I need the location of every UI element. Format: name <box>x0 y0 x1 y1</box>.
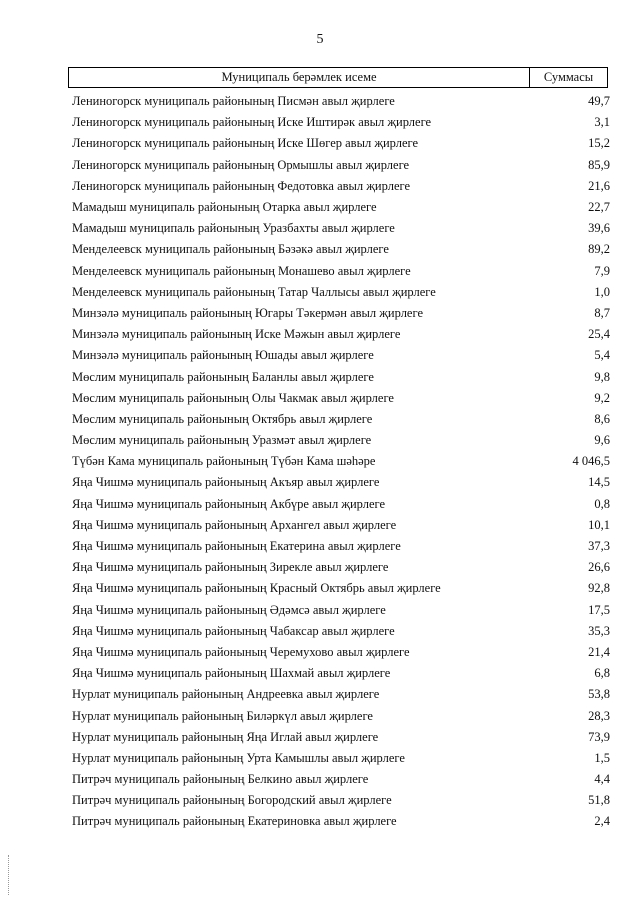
table-row <box>72 176 610 197</box>
sum-value: 85,9 <box>588 157 610 172</box>
sum-value: 9,8 <box>594 369 610 384</box>
municipality-name: Яңа Чишмә муниципаль районының Акбүре авыл җирлеге <box>72 496 386 511</box>
sum-value: 1,0 <box>594 284 610 299</box>
table-row <box>72 684 610 705</box>
sum-value: 49,7 <box>588 94 610 109</box>
margin-mark <box>8 855 11 895</box>
table-row <box>72 557 610 578</box>
table-row <box>72 282 610 303</box>
table-row <box>72 239 610 260</box>
municipality-name: Яңа Чишмә муниципаль районының Шахмай авыл җирлеге <box>72 666 391 681</box>
table-row <box>72 727 610 748</box>
municipality-name: Менделеевск муниципаль районының Бәзәкә авыл җирлеге <box>72 242 389 257</box>
municipality-name: Яңа Чишмә муниципаль районының Чабаксар авыл җирлеге <box>72 623 395 638</box>
sum-value: 8,6 <box>594 411 610 426</box>
municipality-name: Лениногорск муниципаль районының Ормышлы авыл җирлеге <box>72 157 410 172</box>
table-row <box>72 155 610 176</box>
sum-value: 89,2 <box>588 242 610 257</box>
sum-value: 39,6 <box>588 221 610 236</box>
sum-value: 6,8 <box>594 666 610 681</box>
municipality-name: Минзәлә муниципаль районының Иске Мәжын авыл җирлеге <box>72 327 401 342</box>
municipality-name: Яңа Чишмә муниципаль районының Зирекле авыл җирлеге <box>72 560 389 575</box>
table-row <box>72 303 610 324</box>
municipality-name: Яңа Чишмә муниципаль районының Әдәмсә авыл җирлеге <box>72 602 386 617</box>
table-row <box>72 324 610 345</box>
table-row <box>72 366 610 387</box>
sum-value: 9,6 <box>594 433 610 448</box>
table-row <box>72 409 610 430</box>
sum-value: 25,4 <box>588 327 610 342</box>
sum-value: 92,8 <box>588 581 610 596</box>
municipality-name: Яңа Чишмә муниципаль районының Архангел авыл җирлеге <box>72 517 397 532</box>
table-row <box>72 451 610 472</box>
sum-value: 37,3 <box>588 539 610 554</box>
sum-value: 51,8 <box>588 793 610 808</box>
municipality-name: Нурлат муниципаль районының Яңа Иглай авыл җирлеге <box>72 729 379 744</box>
sum-value: 21,6 <box>588 178 610 193</box>
sum-value: 4,4 <box>594 772 610 787</box>
municipality-name: Мөслим муниципаль районының Олы Чакмак авыл җирлеге <box>72 390 394 405</box>
table-row <box>72 218 610 239</box>
table-row <box>72 430 610 451</box>
table-row <box>72 663 610 684</box>
column-header-sum: Суммасы <box>543 70 594 84</box>
sum-value: 2,4 <box>594 814 610 829</box>
municipality-name: Яңа Чишмә муниципаль районының Акъяр авыл җирлеге <box>72 475 380 490</box>
table-row <box>72 197 610 218</box>
sum-value: 22,7 <box>588 200 610 215</box>
page-number: 5 <box>316 32 324 47</box>
municipality-name: Минзәлә муниципаль районының Югары Тәкермән авыл җирлеге <box>72 305 423 320</box>
sum-value: 14,5 <box>588 475 610 490</box>
table-row <box>72 345 610 366</box>
municipality-name: Түбән Кама муниципаль районының Түбән Кама шәһәре <box>72 454 376 469</box>
table-row <box>72 515 610 536</box>
table-row <box>72 600 610 621</box>
table-row <box>72 621 610 642</box>
sum-value: 73,9 <box>588 729 610 744</box>
table-row <box>72 91 610 112</box>
sum-value: 28,3 <box>588 708 610 723</box>
municipality-name: Минзәлә муниципаль районының Юшады авыл җирлеге <box>72 348 374 363</box>
table-row <box>72 133 610 154</box>
municipality-name: Нурлат муниципаль районының Урта Камышлы авыл җирлеге <box>72 750 405 765</box>
municipality-name: Лениногорск муниципаль районының Писмән авыл җирлеге <box>72 94 395 109</box>
sum-value: 26,6 <box>588 560 610 575</box>
column-header-name: Муниципаль берәмлек исеме <box>69 68 530 87</box>
sum-value: 10,1 <box>588 517 610 532</box>
sum-value: 53,8 <box>588 687 610 702</box>
municipality-name: Мамадыш муниципаль районының Уразбахты авыл җирлеге <box>72 221 395 236</box>
table-body <box>72 91 610 833</box>
municipality-name: Мөслим муниципаль районының Баланлы авыл җирлеге <box>72 369 374 384</box>
municipality-name: Яңа Чишмә муниципаль районының Красный Октябрь авыл җирлеге <box>72 581 441 596</box>
municipality-name: Яңа Чишмә муниципаль районының Черемухово авыл җирлеге <box>72 644 410 659</box>
sum-value: 35,3 <box>588 623 610 638</box>
table-row <box>72 748 610 769</box>
sum-value: 5,4 <box>594 348 610 363</box>
table-header <box>68 67 608 88</box>
sum-value: 3,1 <box>594 115 610 130</box>
municipality-name: Нурлат муниципаль районының Биләркүл авыл җирлеге <box>72 708 373 723</box>
table-row <box>72 811 610 832</box>
municipality-name: Лениногорск муниципаль районының Иске Шөгер авыл җирлеге <box>72 136 419 151</box>
sum-value: 0,8 <box>594 496 610 511</box>
table-row <box>72 494 610 515</box>
municipality-name: Лениногорск муниципаль районының Федотовка авыл җирлеге <box>72 178 411 193</box>
table-row <box>72 472 610 493</box>
municipality-name: Нурлат муниципаль районының Андреевка авыл җирлеге <box>72 687 380 702</box>
sum-value: 1,5 <box>594 750 610 765</box>
municipality-name: Лениногорск муниципаль районының Иске Иштирәк авыл җирлеге <box>72 115 432 130</box>
municipality-name: Менделеевск муниципаль районының Монашево авыл җирлеге <box>72 263 411 278</box>
municipality-name: Мөслим муниципаль районының Октябрь авыл җирлеге <box>72 411 373 426</box>
table-row <box>72 769 610 790</box>
municipality-name: Питрәч муниципаль районының Екатериновка авыл җирлеге <box>72 814 397 829</box>
sum-value: 15,2 <box>588 136 610 151</box>
table-row <box>72 705 610 726</box>
sum-value: 17,5 <box>588 602 610 617</box>
table-row <box>72 578 610 599</box>
municipality-name: Мөслим муниципаль районының Уразмәт авыл җирлеге <box>72 433 372 448</box>
municipality-name: Питрәч муниципаль районының Белкино авыл җирлеге <box>72 772 369 787</box>
municipality-name: Менделеевск муниципаль районының Татар Чаллысы авыл җирлеге <box>72 284 436 299</box>
table-row <box>72 536 610 557</box>
table-row <box>72 261 610 282</box>
table-row <box>72 112 610 133</box>
sum-value: 9,2 <box>594 390 610 405</box>
table-row <box>72 642 610 663</box>
sum-value: 8,7 <box>594 305 610 320</box>
table-row <box>72 388 610 409</box>
table-row <box>72 790 610 811</box>
sum-value: 21,4 <box>588 644 610 659</box>
sum-value: 7,9 <box>594 263 610 278</box>
municipality-name: Питрәч муниципаль районының Богородский авыл җирлеге <box>72 793 392 808</box>
sum-value: 4 046,5 <box>572 454 610 469</box>
municipality-name: Мамадыш муниципаль районының Отарка авыл җирлеге <box>72 200 377 215</box>
municipality-name: Яңа Чишмә муниципаль районының Екатерина авыл җирлеге <box>72 539 401 554</box>
